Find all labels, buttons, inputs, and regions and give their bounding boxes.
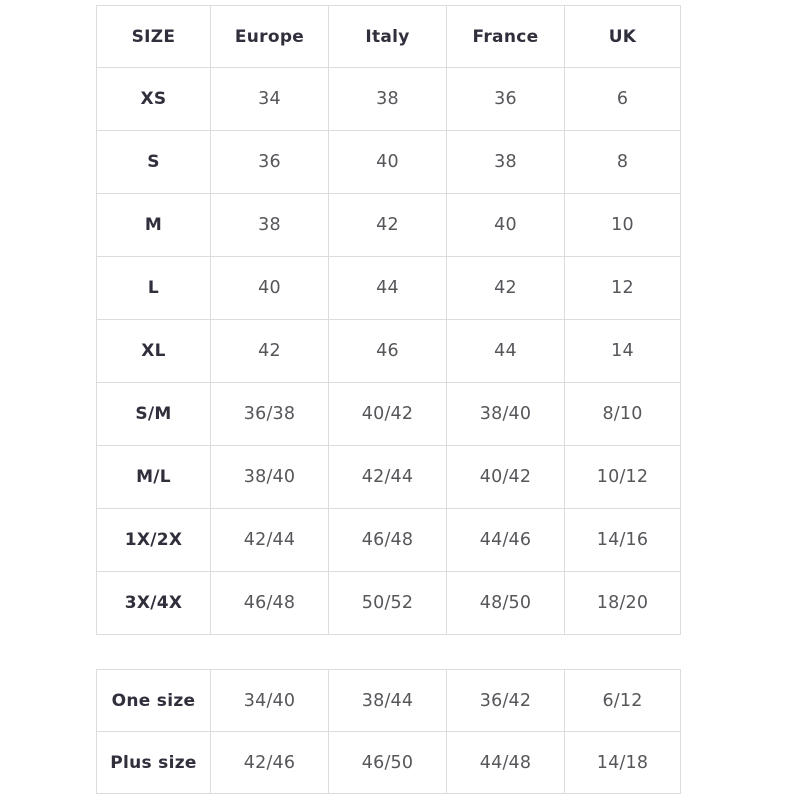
table-row-m bbox=[97, 194, 681, 257]
header-cell-europe: Europe bbox=[211, 6, 329, 68]
cell-value: 40 bbox=[211, 257, 329, 320]
cell-value: 44/48 bbox=[447, 732, 565, 794]
row-label: S bbox=[97, 131, 211, 194]
table-row-3x-4x bbox=[97, 572, 681, 635]
row-label: M/L bbox=[97, 446, 211, 509]
cell-value: 14 bbox=[565, 320, 681, 383]
cell-value: 46/48 bbox=[329, 509, 447, 572]
cell-value: 36/38 bbox=[211, 383, 329, 446]
special-sizes-table bbox=[96, 669, 681, 794]
cell-value: 44/46 bbox=[447, 509, 565, 572]
cell-value: 38/44 bbox=[329, 670, 447, 732]
cell-value: 8/10 bbox=[565, 383, 681, 446]
cell-value: 18/20 bbox=[565, 572, 681, 635]
cell-value: 42/44 bbox=[329, 446, 447, 509]
cell-value: 8 bbox=[565, 131, 681, 194]
cell-value: 34 bbox=[211, 68, 329, 131]
cell-value: 42 bbox=[447, 257, 565, 320]
cell-value: 48/50 bbox=[447, 572, 565, 635]
cell-value: 42/44 bbox=[211, 509, 329, 572]
cell-value: 36 bbox=[211, 131, 329, 194]
row-label: Plus size bbox=[97, 732, 211, 794]
header-row bbox=[97, 6, 681, 68]
header-cell-size: SIZE bbox=[97, 6, 211, 68]
cell-value: 46/50 bbox=[329, 732, 447, 794]
header-cell-uk: UK bbox=[565, 6, 681, 68]
cell-value: 38/40 bbox=[211, 446, 329, 509]
row-label: L bbox=[97, 257, 211, 320]
table-row-xs bbox=[97, 68, 681, 131]
cell-value: 40 bbox=[329, 131, 447, 194]
cell-value: 10/12 bbox=[565, 446, 681, 509]
row-label: One size bbox=[97, 670, 211, 732]
cell-value: 44 bbox=[329, 257, 447, 320]
cell-value: 36/42 bbox=[447, 670, 565, 732]
cell-value: 38 bbox=[329, 68, 447, 131]
cell-value: 42 bbox=[211, 320, 329, 383]
cell-value: 44 bbox=[447, 320, 565, 383]
table-row-s bbox=[97, 131, 681, 194]
header-cell-italy: Italy bbox=[329, 6, 447, 68]
cell-value: 50/52 bbox=[329, 572, 447, 635]
row-label: S/M bbox=[97, 383, 211, 446]
cell-value: 12 bbox=[565, 257, 681, 320]
table-row-l bbox=[97, 257, 681, 320]
table-row-one-size bbox=[97, 670, 681, 732]
cell-value: 14/18 bbox=[565, 732, 681, 794]
table-row-1x-2x bbox=[97, 509, 681, 572]
cell-value: 34/40 bbox=[211, 670, 329, 732]
cell-value: 40 bbox=[447, 194, 565, 257]
cell-value: 14/16 bbox=[565, 509, 681, 572]
cell-value: 42/46 bbox=[211, 732, 329, 794]
header-cell-france: France bbox=[447, 6, 565, 68]
row-label: 1X/2X bbox=[97, 509, 211, 572]
table-row-xl bbox=[97, 320, 681, 383]
cell-value: 10 bbox=[565, 194, 681, 257]
cell-value: 40/42 bbox=[329, 383, 447, 446]
table-row-plus-size bbox=[97, 732, 681, 794]
size-conversion-table bbox=[96, 5, 681, 635]
cell-value: 6 bbox=[565, 68, 681, 131]
cell-value: 6/12 bbox=[565, 670, 681, 732]
cell-value: 42 bbox=[329, 194, 447, 257]
cell-value: 38 bbox=[447, 131, 565, 194]
table-row-s-m bbox=[97, 383, 681, 446]
table-row-m-l bbox=[97, 446, 681, 509]
row-label: M bbox=[97, 194, 211, 257]
cell-value: 46 bbox=[329, 320, 447, 383]
cell-value: 36 bbox=[447, 68, 565, 131]
row-label: XS bbox=[97, 68, 211, 131]
cell-value: 38/40 bbox=[447, 383, 565, 446]
row-label: XL bbox=[97, 320, 211, 383]
cell-value: 40/42 bbox=[447, 446, 565, 509]
row-label: 3X/4X bbox=[97, 572, 211, 635]
cell-value: 46/48 bbox=[211, 572, 329, 635]
cell-value: 38 bbox=[211, 194, 329, 257]
